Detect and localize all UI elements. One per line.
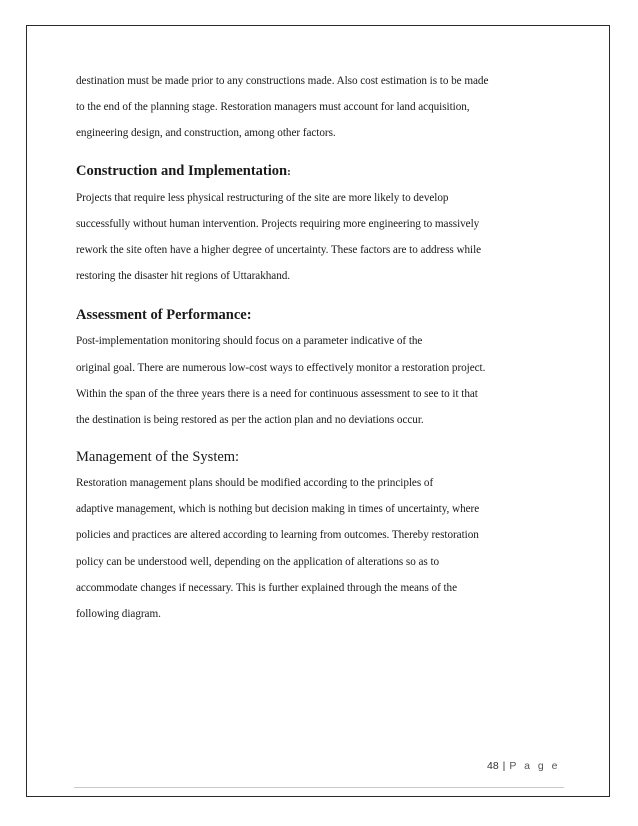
- paragraph-line: following diagram.: [76, 608, 161, 620]
- section-heading: Management of the System:: [76, 449, 240, 466]
- heading-text: Construction and Implementation: [76, 162, 288, 179]
- paragraph-line: adaptive management, which is nothing but decision making in times of uncertainty, where: [76, 503, 480, 516]
- paragraph-line: accommodate changes if necessary. This is further explained through the means of the: [76, 581, 458, 594]
- footer-rule: [74, 787, 564, 788]
- paragraph-line: Post-implementation monitoring should focus on a parameter indicative of the: [76, 335, 423, 348]
- paragraph-line: Restoration management plans should be modified according to the principles of: [76, 477, 434, 490]
- paragraph-line: the destination is being restored as per the action plan and no deviations occur.: [76, 413, 424, 426]
- paragraph-line: Projects that require less physical restructuring of the site are more likely to develop: [76, 191, 449, 204]
- section-heading: Assessment of Performance:: [76, 307, 252, 324]
- intro-line: destination must be made prior to any constructions made. Also cost estimation is to be made: [76, 75, 489, 87]
- section-assessment: [76, 305, 566, 433]
- paragraph-line: restoring the disaster hit regions of Uttarakhand.: [76, 270, 291, 283]
- paragraph-line: successfully without human intervention. Projects requiring more engineering to massively: [76, 217, 480, 230]
- page-number: 48: [486, 760, 499, 772]
- paragraph-line: policy can be understood well, depending on the application of alterations so as to: [76, 555, 440, 568]
- paragraph-line: policies and practices are altered according to learning from outcomes. Thereby restoration: [76, 529, 479, 542]
- page-footer: [487, 760, 560, 772]
- page-label: P a g e: [509, 760, 560, 772]
- section-management: [76, 447, 566, 627]
- footer-separator: |: [502, 760, 506, 772]
- section-construction: [76, 161, 566, 290]
- intro-paragraph: [76, 68, 566, 147]
- heading-suffix: :: [287, 165, 291, 178]
- section-heading: [76, 161, 566, 182]
- paragraph-line: rework the site often have a higher degree of uncertainty. These factors are to address while: [76, 243, 482, 256]
- paragraph-line: original goal. There are numerous low-cost ways to effectively monitor a restoration project.: [76, 361, 486, 374]
- intro-line: to the end of the planning stage. Restoration managers must account for land acquisition,: [76, 101, 470, 114]
- paragraph-line: Within the span of the three years there is a need for continuous assessment to see to it that: [76, 387, 478, 400]
- intro-line: engineering design, and construction, among other factors.: [76, 127, 336, 140]
- document-body: [76, 68, 566, 627]
